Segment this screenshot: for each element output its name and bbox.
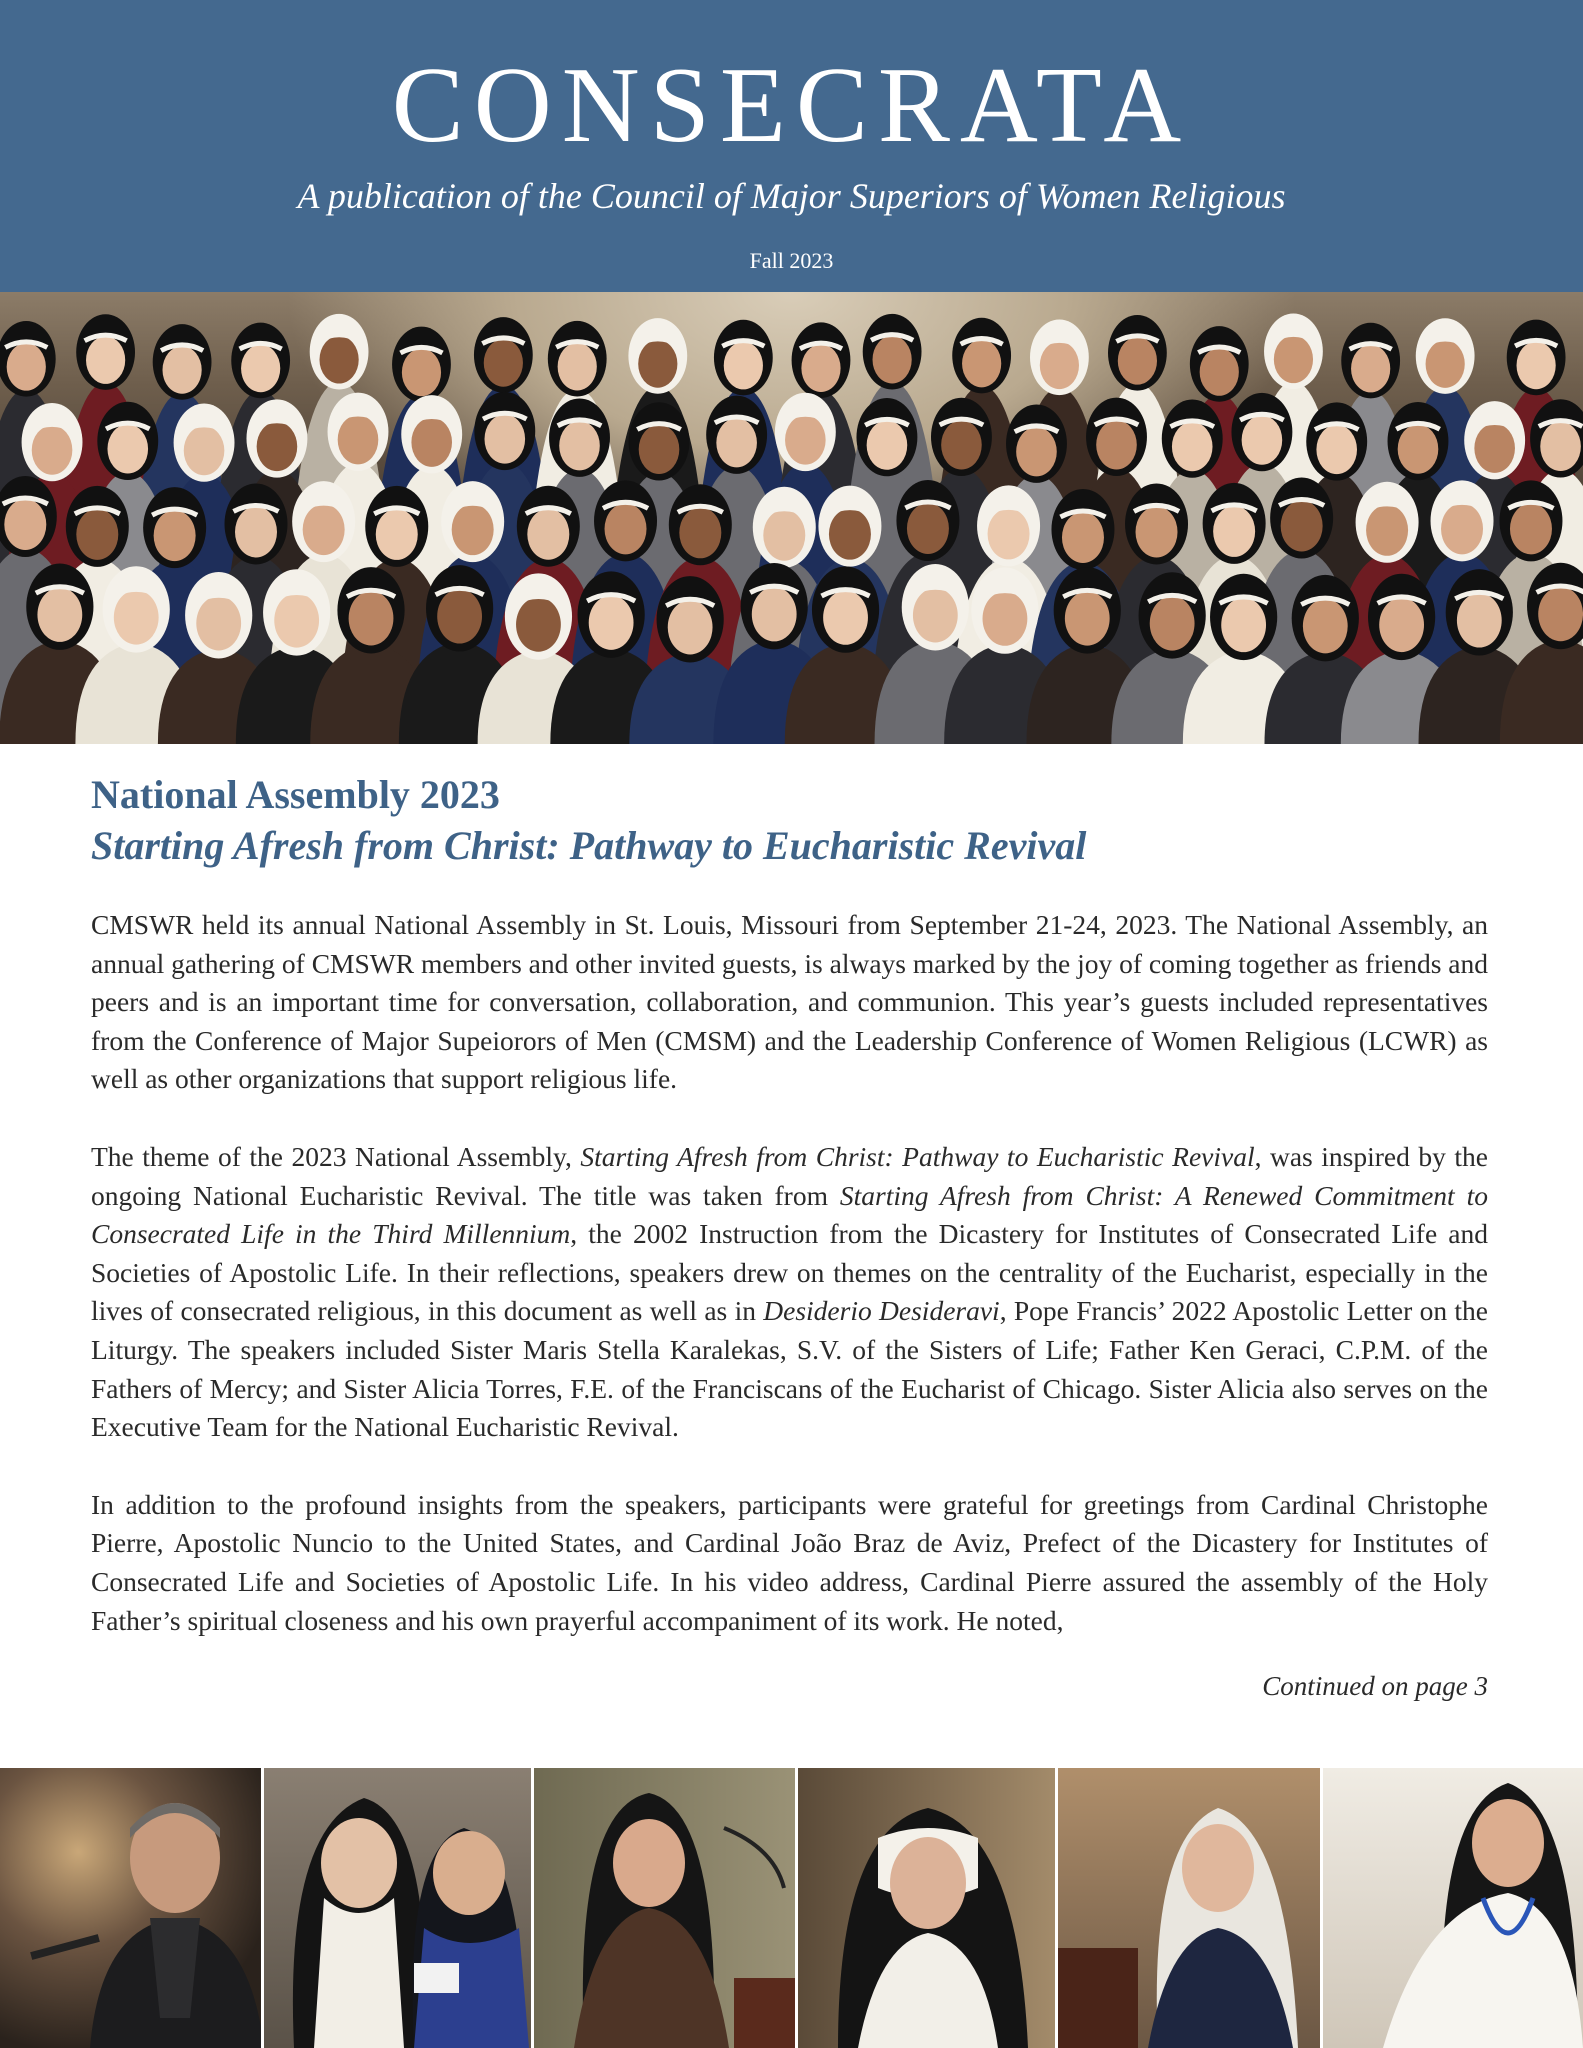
issue-date: Fall 2023: [749, 248, 834, 273]
instruction-title: Starting Afresh from Christ: A Renewed Commitment to Consecrated Life in the Third Millennium: [91, 1179, 1488, 1250]
speaker-photo-2: [264, 1768, 534, 2048]
group-photo: [0, 292, 1583, 744]
article-headline: National Assembly 2023: [91, 772, 500, 817]
paragraph-1: CMSWR held its annual National Assembly in St. Louis, Missouri from September 21-24, 2023. The National Assembly, an annual gathering of CMSWR members and other invited guests, is always marked by the joy of coming together as friends and peers and is an important time for conversation, collaboration, and communion. This year’s guests included representatives from the Conference of Major Supeiorors of Men (CMSM) and the Leadership Conference of Women Religious (LCWR) as well as other organizations that support religious life.: [91, 909, 1488, 1095]
continued-link[interactable]: Continued on page 3: [1262, 1671, 1488, 1702]
apostolic-letter-title: Desiderio Desideravi: [763, 1295, 1000, 1327]
publication-title: CONSECRATA: [391, 46, 1192, 165]
paragraph-2-text: , was inspired by the ongoing National Eucharistic Revival. The title was taken from: [91, 1140, 1488, 1211]
assembly-theme-title: Starting Afresh from Christ: Pathway to Eucharistic Revival: [580, 1140, 1255, 1172]
speaker-photo-4: [798, 1768, 1058, 2048]
paragraph-3: In addition to the profound insights from the speakers, participants were grateful for greetings from Cardinal Christophe Pierre, Apostolic Nuncio to the United States, and Cardinal João Braz de Aviz, Prefect of the Dicastery for Institutes of Consecrated Life and Societies of Apostolic Life. In his video address, Cardinal Pierre assured the assembly of the Holy Father’s spiritual closeness and his own prayerful accompaniment of its work. He noted,: [91, 1488, 1488, 1636]
publication-subtitle: A publication of the Council of Major Superiors of Women Religious: [297, 176, 1286, 216]
group-photo-illustration: [0, 292, 1583, 744]
speaker-photo-3: [534, 1768, 798, 2048]
speaker-photo-strip: [0, 1768, 1583, 2048]
speaker-photo-6: [1323, 1768, 1583, 2048]
paragraph-2-text: , the 2002 Instruction from the Dicastery for Institutes of Consecrated Life and Societies of Apostolic Life. In their reflections, speakers drew on themes on the centrality of the Eucharist, especially in the lives of consecrated religious, in this document as well as in: [91, 1218, 1488, 1327]
masthead: [0, 0, 1583, 292]
speaker-photo-1: [0, 1768, 264, 2048]
speaker-photo-5: [1058, 1768, 1323, 2048]
paragraph-2: [91, 1138, 1488, 1447]
paragraph-2-text: The theme of the 2023 National Assembly,: [91, 1140, 581, 1172]
paragraph-2-text: , Pope Francis’ 2022 Apostolic Letter on the Liturgy. The speakers included Sister Maris Stella Karalekas, S.V. of the Sisters of Life; Father Ken Geraci, C.P.M. of the Fathers of Mercy; and Sister Alicia Torres, F.E. of the Franciscans of the Eucharist of Chicago. Sister Alicia also serves on the Executive Team for the National Eucharistic Revival.: [91, 1295, 1488, 1443]
article: [91, 770, 1488, 1702]
article-subhead: Starting Afresh from Christ: Pathway to Eucharistic Revival: [91, 823, 1087, 868]
